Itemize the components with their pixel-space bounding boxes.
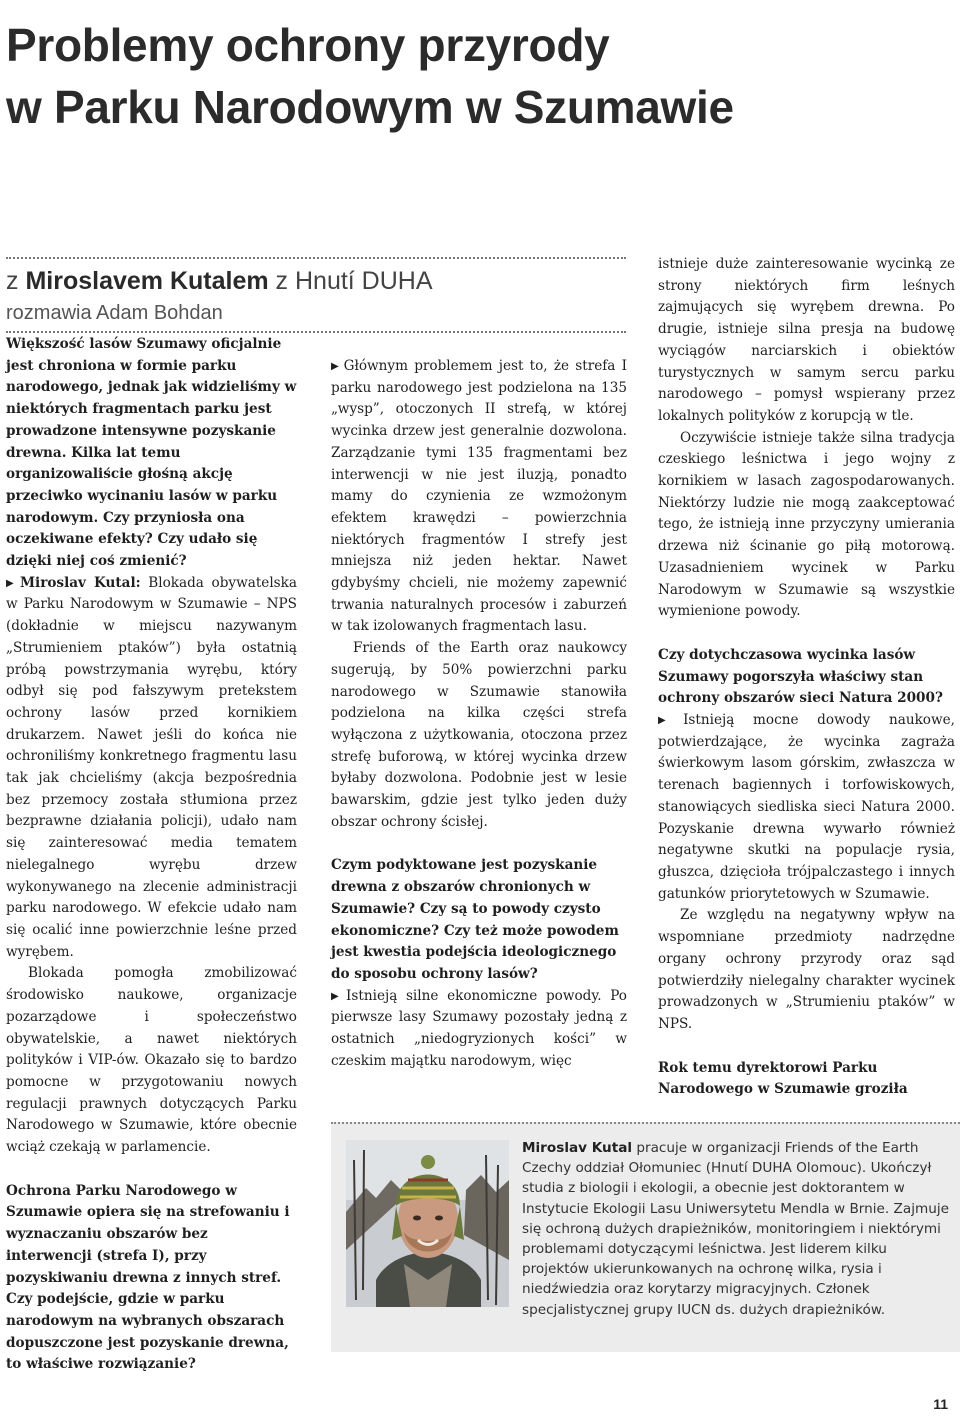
answer-2-paragraph-1 [331, 356, 627, 638]
bio-author-name: Miroslav Kutal [522, 1140, 633, 1156]
answer-1-text: Blokada obywatelska w Parku Narodowym w Szumawie – NPS (dokładnie w miejscu nazywanym „Strumieniem ptaków”) była ostatnią próbą powstrzymania wyrębu, który odbył się pod fałszywym pretekstem ochrony lasów przed kornikiem drukarzem. Nawet jeśli do końca nie ochroniliśmy konkretnego fragmentu lasu tak jak chcieliśmy (akcja bezpośrednia bez przemocy została stłumiona przez bezprawne działania policji), udało nam się zainteresować media tematem nielegalnego wyrębu drzew wykonywanego na zlecenie administracji parku narodowego. W efekcie udało nam się ocalić inne powierzchnie leśne przed wyrębem. [6, 574, 297, 960]
answer-3-continued: istnieje duże zainteresowanie wycinką ze strony niektórych firm leśnych zajmujących się wyrębem drewna. Po drugie, istnieje silna presja na budowę wyciągów narciarskich i obiektów turystycznych w samym sercu parku narodowego – pomysł wspierany przez lokalnych polityków z korupcją w tle. [658, 256, 955, 424]
answer-4-text: Istnieją mocne dowody naukowe, potwierdzające, że wycinka zagraża świerkowym lasom górskim, zwłaszcza w terenach bagiennych i torfowiskowych, stanowiących siedliska sieci Natura 2000. Pozyskanie drewna wywarło również negatywne skutki na populacje rysia, głuszca, dzięcioła trójpalczastego i innych gatunków priorytetowych w Szumawie. [658, 712, 955, 902]
answer-1-speaker: Miroslav Kutal: [19, 574, 141, 591]
paragraph-gap [658, 623, 955, 645]
bottom-dotted-rule [6, 331, 626, 333]
answer-1-paragraph-1 [6, 573, 297, 964]
page-number: 11 [933, 1396, 948, 1412]
paragraph-gap [658, 1036, 955, 1058]
top-dotted-rule [6, 257, 626, 259]
paragraph-gap [331, 833, 627, 855]
interviewee-name: Miroslavem Kutalem [25, 267, 269, 295]
answer-3-paragraph-1 [331, 986, 627, 1073]
question-1: Większość lasów Szumawy oficjalnie jest chroniona w formie parku narodowego, jednak jak widzieliśmy w niektórych fragmentach parku jest prowadzone intensywne pozyskanie drewna. Kilka lat temu organizowaliście głośną akcję przeciwko wycinaniu lasów w parku narodowym. Czy przyniosła ona oczekiwane efekty? Czy udało się dzięki niej coś zmienić? [6, 336, 297, 570]
paragraph-gap [6, 1159, 297, 1181]
photo-float-spacer [346, 1138, 522, 1314]
answer-3-paragraph-2: Oczywiście istnieje także silna tradycja czeskiego leśnictwa i jego wojny z kornikiem w lasach zagospodarowanych. Niektórzy ludzie nie mogą zaakceptować tego, że istnieją inne przyczyny umierania drzewa niż ścinanie go piłą motorową. Uzasadnieniem wycinek w Parku Narodowym w Szumawie są wszystkie wymienione powody. [658, 429, 955, 620]
arrow-bullet-icon: ▶ [331, 990, 344, 1002]
column-2 [331, 356, 627, 1073]
article-title-line-1: Problemy ochrony przyrody [6, 19, 610, 71]
answer-4-paragraph-1 [658, 710, 955, 905]
interviewer-line: rozmawia Adam Bohdan [6, 302, 223, 324]
article-title [6, 14, 946, 138]
arrow-bullet-icon: ▶ [658, 715, 681, 727]
question-5: Rok temu dyrektorowi Parku Narodowego w Szumawie groziła [658, 1059, 908, 1098]
interview-organization: z Hnutí DUHA [268, 267, 433, 295]
question-2: Ochrona Parku Narodowego w Szumawie opiera się na strefowaniu i wyznaczaniu obszarów bez interwencji (strefa I), przy pozyskiwaniu drewna z innych stref. Czy podejście, gdzie w parku narodowym na wybranych obszarach dopuszczone jest pozyskanie drewna, to właściwe rozwiązanie? [6, 1182, 290, 1373]
question-4: Czy dotychczasowa wycinka lasów Szumawy pogorszyła właściwy stan ochrony obszarów sieci Natura 2000? [658, 646, 943, 707]
answer-2-paragraph-2: Friends of the Earth oraz naukowcy sugerują, by 50% powierzchni parku narodowego w Szumawie stanowiła podzielona na kilka części strefa wyłączona z użytkowania, otoczona przez strefę buforową, w której wycinka drzew byłaby dozwolona. Podobnie jest w lesie bawarskim, gdzie jest tylko jeden duży obszar ochrony ścisłej. [331, 640, 627, 830]
author-bio-text [346, 1138, 952, 1320]
article-title-line-2: w Parku Narodowym w Szumawie [6, 81, 734, 133]
interview-line [6, 264, 626, 298]
column-1 [6, 334, 297, 1376]
column-3 [658, 254, 955, 1101]
answer-2-text: Głównym problemem jest to, że strefa I parku narodowego jest podzielona na 135 „wysp”, otoczonych II strefą, w której wycinka drzew jest generalnie dozwolona. Zarządzanie tymi 135 fragmentami bez interwencji w nie jest iluzją, ponadto mamy do czynienia ze wzmożonym efektem krawędzi – powierzchnia niektórych fragmentów I strefy jest mniejsza niż jeden hektar. Nawet gdybyśmy chcieli, nie możemy zapewnić trwania naturalnych procesów i zaburzeń w tak izolowanych fragmentach lasu. [331, 358, 627, 635]
interview-prefix: z [6, 267, 26, 295]
arrow-bullet-icon: ▶ [331, 361, 341, 372]
answer-4-paragraph-2: Ze względu na negatywny wpływ na wspomniane przedmioty nadrzędne organy ochrony przyrody oraz sąd potwierdziły nielegalny charakter wycinek prowadzonych w „Strumieniu ptaków” w NPS. [658, 907, 955, 1032]
question-3: Czym podyktowane jest pozyskanie drewna z obszarów chronionych w Szumawie? Czy są to powody czysto ekonomiczne? Czy też może powodem jest kwestia podejścia ideologicznego do sposobu ochrony lasów? [331, 857, 619, 982]
answer-1-paragraph-2: Blokada pomogła zmobilizować środowisko naukowe, organizacje pozarządowe i społeczeństwo obywatelskie, a nawet niektórych polityków i VIP-ów. Okazało się to bardzo pomocne w przygotowaniu nowych regulacji prawnych dotyczących Parku Narodowego w Szumawie, które obecnie wciąż czekają w parlamencie. [6, 965, 297, 1156]
answer-3-text: Istnieją silne ekonomiczne powody. Po pierwsze lasy Szumawy pozostały jedną z ostatnich „niedogryzionych kości” w czeskim majątku narodowym, więc [331, 987, 627, 1069]
bio-description: pracuje w organizacji Friends of the Earth Czechy oddział Ołomuniec (Hnutí DUHA Olomouc). Ukończył studia z biologii i ekologii, a obecnie jest doktorantem w Instytucie Ekologii Lasu Uniwersytetu Mendla w Brnie. Zajmuje się ochroną dużych drapieżników, monitoringiem i niektórymi problemami dotyczącymi leśnictwa. Jest liderem kilku projektów ukierunkowanych na ochronę wilka, rysia i niedźwiedzia oraz korytarzy migracyjnych. Członek specjalistycznej grupy IUCN ds. dużych drapieżników. [522, 1140, 949, 1318]
arrow-bullet-icon: ▶ [6, 577, 17, 589]
